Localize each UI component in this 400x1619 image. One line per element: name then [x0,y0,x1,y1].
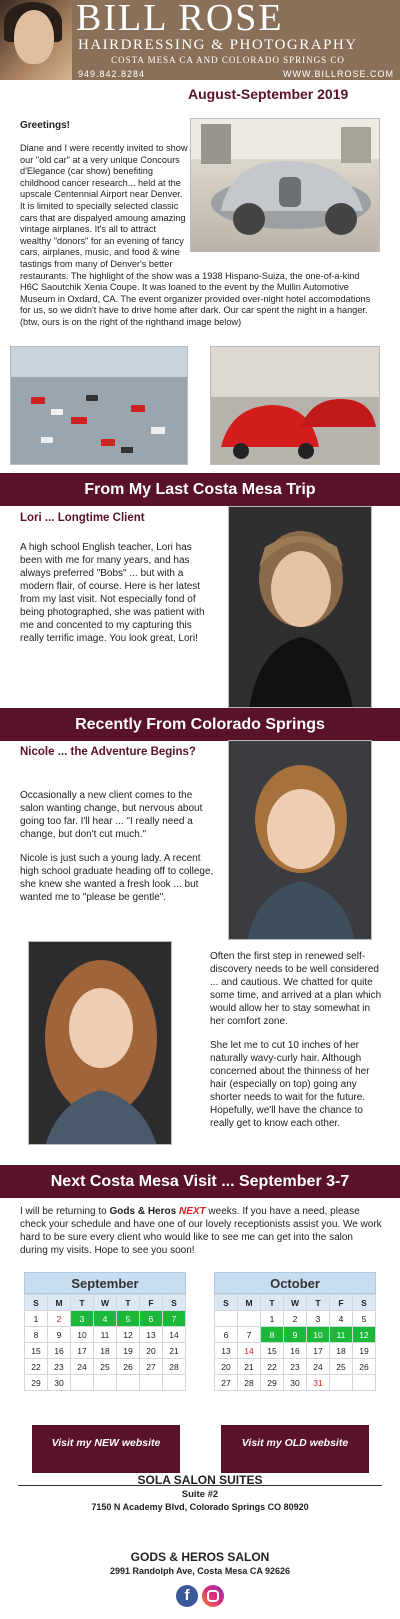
sola-title: SOLA SALON SUITES [137,1473,263,1487]
intro-body: Diane and I were recently invited to show our "old car" at a very unique Concours d'Elegance (car show) benefiting childhood cancer research... held at the upscale Centennial Airport near Denver. It is limited to specially selected classic cars that are dispalyed amoung amazing vintage airplanes. It's all to attract wealthy "donors" for an evening of fancy cars, airplanes, music, and food & wine tastings from many of Denver's better restaurants. The highlight of the show was a 1938 Hispano-Suiza, the one-of-a-kind H6C Saoutchik Xenia Coupe. It was loaned to the event by the Mullin Automotive Museum in Oxdard, CA. The event organizer provided over-night hotel accomodations for us, so we didn't have to drive home after dark. Our car spent the night in a hanger. (btw, ours is on the right of the righthand image below) [20,143,371,327]
calendar-day [140,1375,163,1391]
calendar-day: 20 [215,1359,238,1375]
calendar-day [238,1311,261,1327]
calendar-day: 8 [261,1327,284,1343]
calendar-day [94,1375,117,1391]
calendar-day: 13 [140,1327,163,1343]
calendar-day: 14 [163,1327,186,1343]
calendar-day: 24 [307,1359,330,1375]
calendar-day-header: T [71,1295,94,1311]
calendar-day: 10 [71,1327,94,1343]
calendar-day: 7 [238,1327,261,1343]
calendar-day: 24 [71,1359,94,1375]
lori-body: A high school English teacher, Lori has been with me for many years, and has always preferred "Bobs" ... but with a modern flair, of course. Here is her latest from my last visit. Not especially fond of being photographed, she was patient with me and concented to my capturing this really terrific image. You look great, Lori! [20,542,205,644]
visit-new-website-button[interactable]: Visit my NEW website [32,1425,180,1473]
nicole-paragraph-3: Often the first step in renewed self-discovery needs to be well considered ... and cautious. We chatted for quite some time, and arrived at a plan which would allow her to stay somewhat in her comfort zone. [210,951,382,1027]
calendar-day: 3 [307,1311,330,1327]
website-link[interactable]: WWW.BILLROSE.COM [282,69,394,79]
calendar-day: 9 [284,1327,307,1343]
calendar-day: 7 [163,1311,186,1327]
calendar-day: 27 [140,1359,163,1375]
calendar-day-header: S [163,1295,186,1311]
calendar-day: 20 [140,1343,163,1359]
calendar-day-header: F [140,1295,163,1311]
calendar-day: 21 [163,1343,186,1359]
salon-name: Gods & Heros [109,1206,177,1217]
calendar-day [215,1311,238,1327]
header-portrait [0,0,72,80]
calendar-day: 15 [25,1343,48,1359]
calendar-day: 21 [238,1359,261,1375]
nicole-intro-text [20,789,215,915]
calendar-day: 2 [284,1311,307,1327]
nicole-paragraph-4: She let me to cut 10 inches of her naturally wavy-curly hair. Although concerned about the thinness of her hair (especially on top) going any shorter needs to wait for the future. Hopefully, we'll have the chance to really get to know each other. [210,1040,370,1129]
calendar-day: 18 [94,1343,117,1359]
nicole-before-photo [28,941,172,1145]
next-emphasis: NEXT [178,1206,206,1217]
calendar-day: 25 [94,1359,117,1375]
calendar-day: 17 [71,1343,94,1359]
visit-old-website-button[interactable]: Visit my OLD website [221,1425,369,1473]
calendar-day: 15 [261,1343,284,1359]
calendar-day: 22 [25,1359,48,1375]
nicole-paragraph-1: Occasionally a new client comes to the salon wanting change, but nervous about going too far. I'll hear ... "I really need a change, but don't cut much." [20,790,203,840]
calendar-day [71,1375,94,1391]
issue-date: August-September 2019 [188,86,349,102]
calendar-day: 23 [284,1359,307,1375]
calendar-day: 26 [353,1359,376,1375]
calendar-day: 10 [307,1327,330,1343]
calendar-day: 5 [353,1311,376,1327]
greeting: Greetings! [20,120,71,131]
section-header-next-visit: Next Costa Mesa Visit ... September 3-7 [0,1165,400,1198]
calendar-day: 29 [25,1375,48,1391]
calendar-day: 16 [284,1343,307,1359]
calendar-day: 5 [117,1311,140,1327]
nicole-title: Nicole ... the Adventure Begins? [20,746,196,758]
calendar-day: 13 [215,1343,238,1359]
calendar-day-header: S [215,1295,238,1311]
calendar-day: 30 [284,1375,307,1391]
calendar-day-header: T [261,1295,284,1311]
calendar-day: 22 [261,1359,284,1375]
calendar-day: 9 [48,1327,71,1343]
gods-title: GODS & HEROS SALON [130,1550,270,1564]
calendar-day: 28 [238,1375,261,1391]
calendar-day: 8 [25,1327,48,1343]
calendar-day: 1 [261,1311,284,1327]
calendar-day: 31 [307,1375,330,1391]
red-cars-hangar-photo [210,346,380,465]
calendar-day [330,1375,353,1391]
calendar-month-title: September [24,1272,186,1294]
calendar-day: 16 [48,1343,71,1359]
visit-text: I will be returning to Gods & Heros NEXT weeks. If you have a need, please check your schedule and have one of our lovely receptionists assist you. We work hard to be sure every client who would like to see me can get into the salon during my visits. Hope to see you soon! [20,1206,382,1256]
calendar-day-header: S [25,1295,48,1311]
calendar-day: 12 [117,1327,140,1343]
calendar-day: 19 [353,1343,376,1359]
calendar-day: 25 [330,1359,353,1375]
sola-suite: Suite #2 [181,1489,219,1500]
brand-locations: COSTA MESA CA AND COLORADO SPRINGS CO [111,55,345,65]
calendar-day: 14 [238,1343,261,1359]
instagram-icon[interactable] [202,1585,224,1607]
calendar-day: 11 [94,1327,117,1343]
calendar-day: 4 [94,1311,117,1327]
header-banner [0,0,400,80]
calendar-day [163,1375,186,1391]
calendar-september [24,1272,186,1391]
calendar-day: 6 [215,1327,238,1343]
calendar-october [214,1272,376,1391]
calendar-day [117,1375,140,1391]
calendar-day: 11 [330,1327,353,1343]
calendar-day-header: T [307,1295,330,1311]
calendar-month-title: October [214,1272,376,1294]
calendar-day-header: W [94,1295,117,1311]
brand-subtitle: HAIRDRESSING & PHOTOGRAPHY [78,37,358,53]
calendar-day-header: M [48,1295,71,1311]
section-header-costa-mesa: From My Last Costa Mesa Trip [0,473,400,506]
lori-title: Lori ... Longtime Client [20,512,145,524]
brand-name: BILL ROSE [76,0,284,39]
calendar-day: 29 [261,1375,284,1391]
section-header-colorado-springs: Recently From Colorado Springs [0,708,400,741]
calendar-day: 4 [330,1311,353,1327]
nicole-outcome-text [210,950,382,1141]
nicole-after-photo [228,740,372,940]
calendar-day: 23 [48,1359,71,1375]
calendar-day: 2 [48,1311,71,1327]
calendar-day-header: W [284,1295,307,1311]
calendar-day: 26 [117,1359,140,1375]
gods-address: 2991 Randolph Ave, Costa Mesa CA 92626 [109,1566,291,1576]
calendar-day [353,1375,376,1391]
calendar-day: 12 [353,1327,376,1343]
calendar-day: 17 [307,1343,330,1359]
calendar-day-header: F [330,1295,353,1311]
lori-portrait-photo [228,506,372,708]
calendar-day: 28 [163,1359,186,1375]
phone-number[interactable]: 949.842.8284 [78,69,146,79]
calendar-day: 6 [140,1311,163,1327]
calendar-day: 1 [25,1311,48,1327]
calendar-day-header: S [353,1295,376,1311]
sola-address: 7150 N Academy Blvd, Colorado Springs CO 80920 [91,1502,309,1512]
calendar-day: 27 [215,1375,238,1391]
calendar-day: 3 [71,1311,94,1327]
calendar-day-header: M [238,1295,261,1311]
calendar-day: 19 [117,1343,140,1359]
calendar-day-header: T [117,1295,140,1311]
car-show-aerial-photo [10,346,188,465]
calendar-day: 18 [330,1343,353,1359]
calendar-day: 30 [48,1375,71,1391]
nicole-paragraph-2: Nicole is just such a young lady. A recent high school graduate heading off to college, she knew she wanted a fresh look ... but wanted me to "please be gentle". [20,853,214,903]
facebook-icon[interactable]: f [176,1585,198,1607]
